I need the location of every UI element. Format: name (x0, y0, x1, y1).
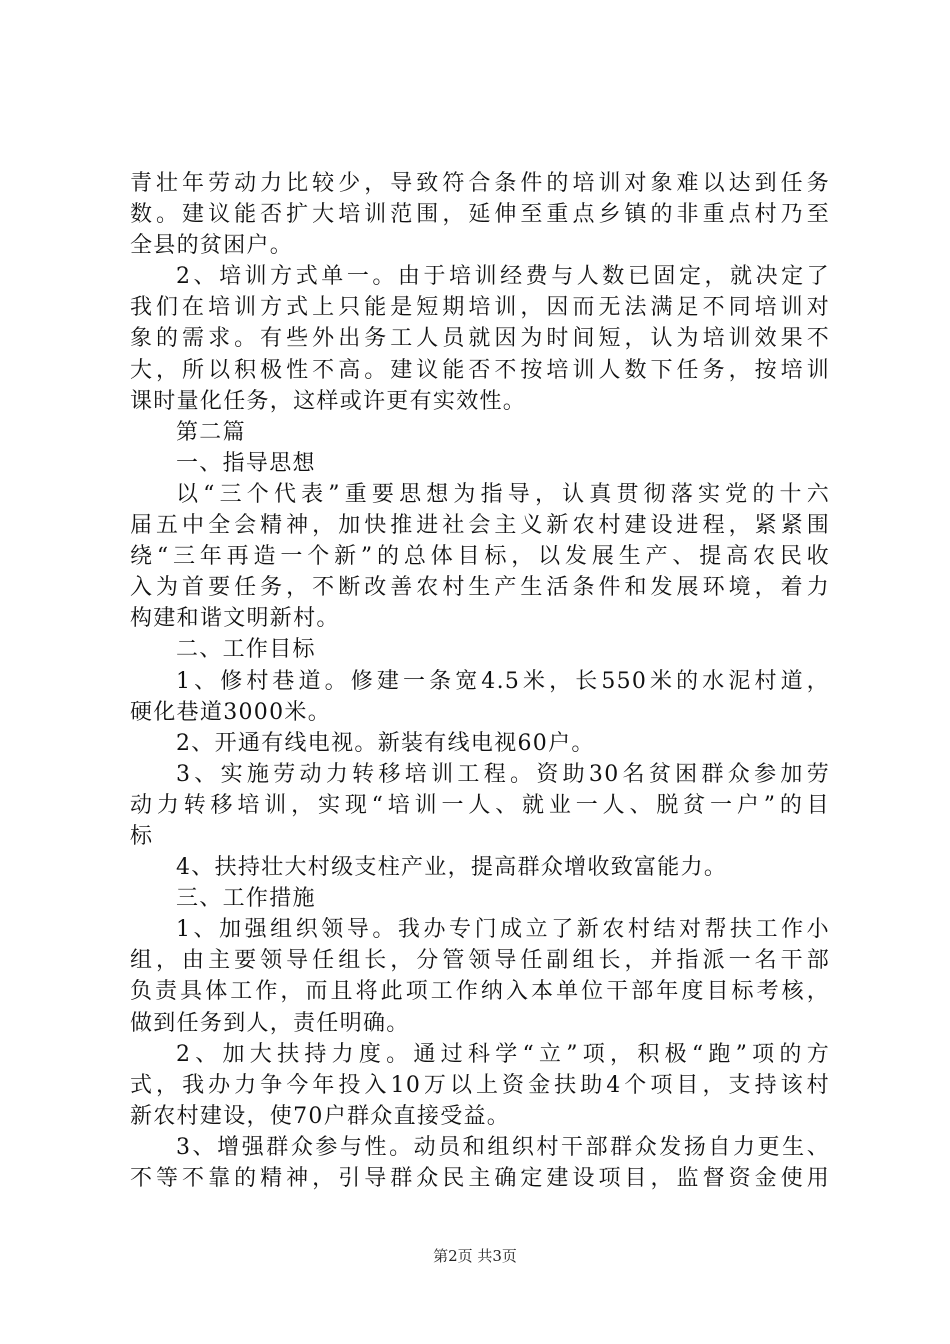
text-line: 硬化巷道3000米。 (130, 699, 331, 725)
text-line: 2、开通有线电视。新装有线电视60户。 (176, 730, 595, 756)
text-line: 3、增强群众参与性。动员和组织村干部群众发扬自力更生、 (176, 1134, 830, 1160)
text-line: 4、扶持壮大村级支柱产业，提高群众增收致富能力。 (176, 855, 728, 881)
text-line: 构建和谐文明新村。 (130, 606, 340, 632)
text-line: 届五中全会精神，加快推进社会主义新农村建设进程，紧紧围 (130, 513, 830, 539)
text-line: 三、工作措施 (176, 886, 316, 912)
text-line: 课时量化任务，这样或许更有实效性。 (130, 388, 527, 414)
text-line: 象的需求。有些外出务工人员就因为时间短，认为培训效果不 (130, 326, 830, 352)
text-line: 负责具体工作，而且将此项工作纳入本单位干部年度目标考核， (130, 979, 830, 1005)
text-line: 大，所以积极性不高。建议能否不按培训人数下任务，按培训 (130, 357, 830, 383)
text-line: 1、加强组织领导。我办专门成立了新农村结对帮扶工作小 (176, 917, 830, 943)
text-line: 新农村建设，使70户群众直接受益。 (130, 1103, 511, 1129)
text-line: 入为首要任务，不断改善农村生产生活条件和发展环境，着力 (130, 575, 830, 601)
page-footer (0, 1245, 950, 1266)
text-line: 二、工作目标 (176, 637, 316, 663)
text-line: 青壮年劳动力比较少，导致符合条件的培训对象难以达到任务 (130, 171, 830, 196)
text-line: 1、修村巷道。修建一条宽4.5米，长550米的水泥村道， (176, 668, 830, 694)
text-line: 数。建议能否扩大培训范围，延伸至重点乡镇的非重点村乃至 (130, 202, 830, 228)
text-line: 一、指导思想 (176, 450, 316, 476)
text-line: 不等不靠的精神，引导群众民主确定建设项目，监督资金使用 (130, 1166, 830, 1191)
text-line: 3、实施劳动力转移培训工程。资助30名贫困群众参加劳 (176, 761, 830, 787)
text-line: 全县的贫困户。 (130, 233, 294, 259)
page-number-label: 第2页 共3页 (433, 1247, 517, 1265)
text-line: 2、加大扶持力度。通过科学“立”项，积极“跑”项的方 (176, 1041, 830, 1067)
text-line: 我们在培训方式上只能是短期培训，因而无法满足不同培训对 (130, 295, 830, 321)
text-line: 标 (130, 823, 154, 849)
text-line: 2、培训方式单一。由于培训经费与人数已固定，就决定了 (176, 264, 830, 290)
document-body (130, 168, 830, 1194)
text-line: 绕“三年再造一个新”的总体目标，以发展生产、提高农民收 (130, 544, 830, 570)
text-line: 第二篇 (176, 419, 246, 445)
text-line: 式，我办力争今年投入10万以上资金扶助4个项目，支持该村 (130, 1072, 830, 1098)
text-line: 动力转移培训，实现“培训一人、就业一人、脱贫一户”的目 (130, 792, 830, 818)
text-line: 组，由主要领导任组长，分管领导任副组长，并指派一名干部 (130, 948, 830, 974)
text-line: 以“三个代表”重要思想为指导，认真贯彻落实党的十六 (176, 481, 830, 507)
text-line: 做到任务到人，责任明确。 (130, 1010, 410, 1036)
